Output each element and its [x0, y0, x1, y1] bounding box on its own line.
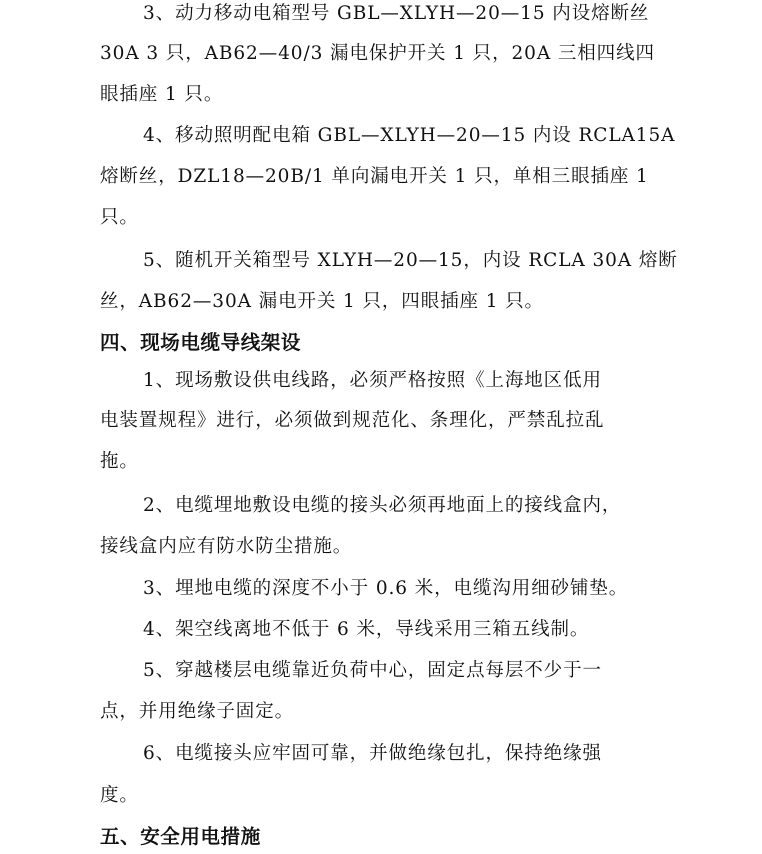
paragraph-line: 5、随机开关箱型号 XLYH—20—15，内设 RCLA 30A 熔断 [143, 250, 678, 271]
paragraph-line: 熔断丝，DZL18—20B/1 单向漏电开关 1 只，单相三眼插座 1 [100, 166, 649, 187]
paragraph-line: 只。 [100, 207, 139, 228]
list-item-line: 点，并用绝缘子固定。 [100, 701, 295, 722]
list-item-line: 5、穿越楼层电缆靠近负荷中心，固定点每层不少于一 [143, 660, 602, 681]
paragraph-line: 3、动力移动电箱型号 GBL—XLYH—20—15 内设熔断丝 [143, 3, 650, 24]
list-item-line: 3、埋地电缆的深度不小于 0.6 米，电缆沟用细砂铺垫。 [143, 578, 629, 599]
list-item-line: 1、现场敷设供电线路，必须严格按照《上海地区低用 [143, 370, 602, 391]
list-item-line: 电装置规程》进行，必须做到规范化、条理化，严禁乱拉乱 [100, 410, 605, 431]
paragraph-line: 30A 3 只，AB62—40/3 漏电保护开关 1 只，20A 三相四线四 [100, 43, 655, 64]
section-heading: 四、现场电缆导线架设 [100, 331, 302, 354]
paragraph-line: 眼插座 1 只。 [100, 84, 224, 105]
list-item-line: 4、架空线离地不低于 6 米，导线采用三箱五线制。 [143, 619, 590, 640]
list-item-line: 2、电缆埋地敷设电缆的接头必须再地面上的接线盒内， [143, 495, 622, 516]
list-item-line: 拖。 [100, 451, 139, 472]
paragraph-line: 丝，AB62—30A 漏电开关 1 只，四眼插座 1 只。 [100, 291, 544, 312]
list-item-line: 6、电缆接头应牢固可靠，并做绝缘包扎，保持绝缘强 [143, 743, 602, 764]
list-item-line: 度。 [100, 785, 139, 806]
paragraph-line: 4、移动照明配电箱 GBL—XLYH—20—15 内设 RCLA15A [143, 125, 676, 146]
section-heading: 五、安全用电措施 [100, 825, 261, 848]
list-item-line: 接线盒内应有防水防尘措施。 [100, 536, 353, 557]
